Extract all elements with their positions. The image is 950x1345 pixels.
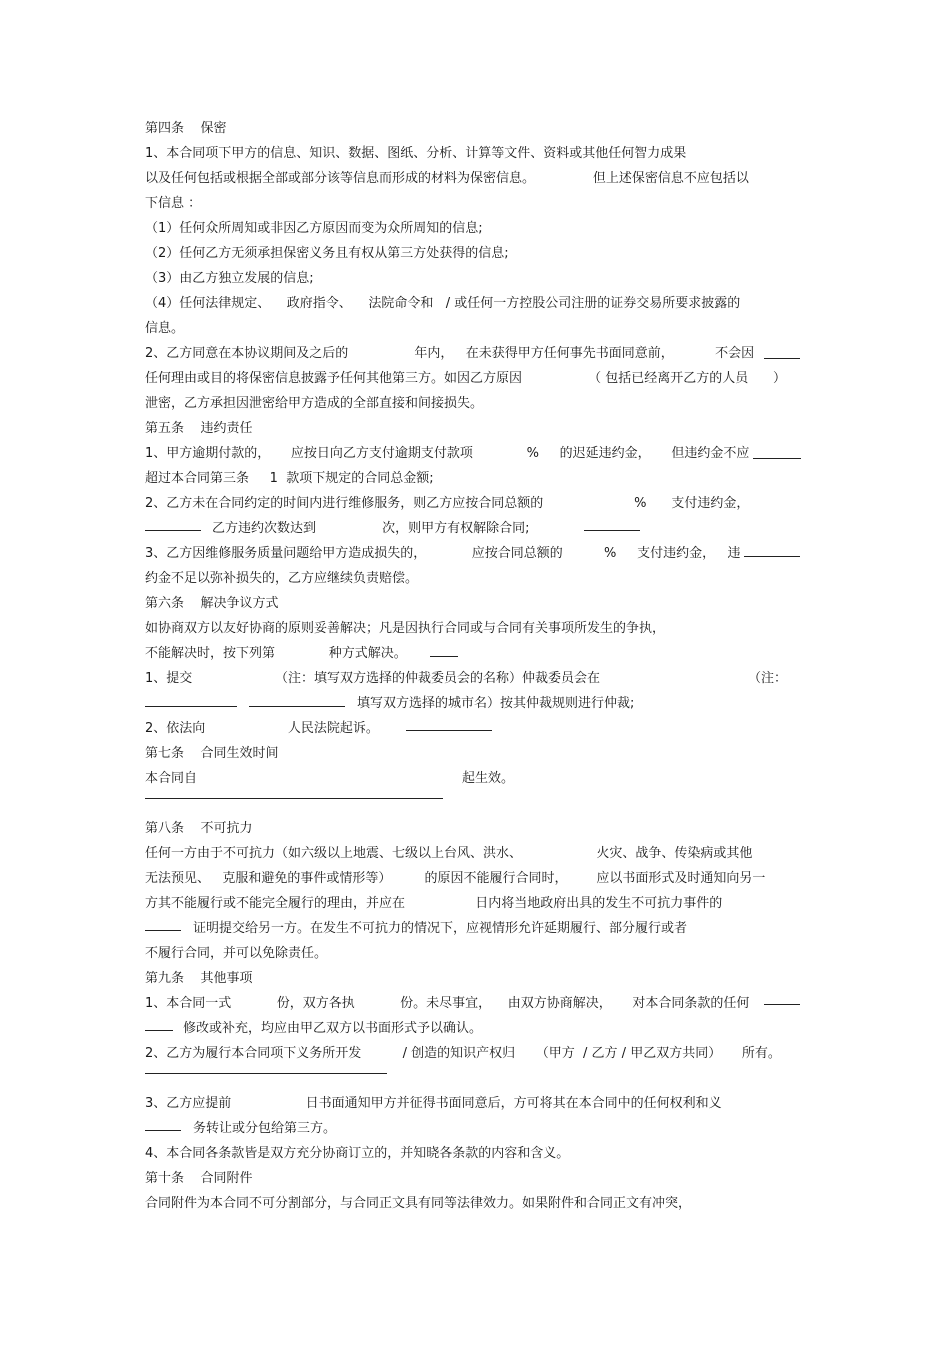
- article-6-line-3c: （注：: [748, 671, 788, 686]
- article-9-line-6: 4、本合同各条款皆是双方充分协商订立的，并知晓各条款的内容和含义。: [145, 1146, 570, 1161]
- article-5-line-1: 1、甲方逾期付款的， 应按日向乙方支付逾期支付款项 % 的迟延违约金， 但违约金不应: [145, 446, 750, 461]
- article-4-heading: 第四条 保密: [145, 121, 227, 136]
- article-5-line-4: 乙方违约次数达到 次，则甲方有权解除合同;: [212, 521, 530, 536]
- article-7-line-1a: 本合同自: [145, 771, 198, 786]
- article-4-line-1: 1、本合同项下甲方的信息、知识、数据、图纸、分析、计算等文件、资料或其他任何智力成果: [145, 146, 687, 161]
- article-6-line-3b: （注：填写双方选择的仲裁委员会的名称）仲裁委员会在: [275, 671, 601, 686]
- article-8-line-4: 证明提交给另一方。在发生不可抗力的情况下，应视情形允许延期履行、部分履行或者: [193, 921, 688, 936]
- article-8-line-3: 方其不能履行或不能完全履行的理由，并应在 日内将当地政府出具的发生不可抗力事件的: [145, 896, 723, 911]
- article-8-line-2: 无法预见、 克服和避免的事件或情形等） 的原因不能履行合同时， 应以书面形式及时通知向另一: [145, 871, 766, 886]
- article-6-line-1: 如协商双方以友好协商的原则妥善解决；凡是因执行合同或与合同有关事项所发生的争执，: [145, 621, 666, 636]
- blank-underline: [764, 1004, 800, 1005]
- blank-underline: [430, 656, 458, 657]
- blank-underline: [753, 458, 801, 459]
- blank-underline: [145, 798, 443, 799]
- article-6-line-2: 不能解决时，按下列第 种方式解决。: [145, 646, 407, 661]
- article-10-heading: 第十条 合同附件: [145, 1171, 253, 1186]
- article-5-line-5: 3、乙方因维修服务质量问题给甲方造成损失的， 应按合同总额的 % 支付违约金， 违: [145, 546, 741, 561]
- article-8-heading: 第八条 不可抗力: [145, 821, 253, 836]
- blank-underline: [145, 1030, 173, 1031]
- article-9-line-4: 3、乙方应提前 日书面通知甲方并征得书面同意后，方可将其在本合同中的任何权利和义: [145, 1096, 722, 1111]
- article-4-line-8: 信息。: [145, 321, 185, 336]
- article-5-line-2: 超过本合同第三条 1 款项下规定的合同总金额;: [145, 471, 434, 486]
- article-7-heading: 第七条 合同生效时间: [145, 746, 279, 761]
- article-4-line-6: （3）由乙方独立发展的信息;: [145, 271, 314, 286]
- article-7-line-1b: 起生效。: [462, 771, 515, 786]
- article-9-heading: 第九条 其他事项: [145, 971, 253, 986]
- article-4-line-3: 下信息 ：: [145, 196, 202, 211]
- article-10-line-1: 合同附件为本合同不可分割部分，与合同正文具有同等法律效力。如果附件和合同正文有冲突，: [145, 1196, 692, 1211]
- blank-underline: [406, 730, 492, 731]
- article-6-heading: 第六条 解决争议方式: [145, 596, 279, 611]
- article-4-line-9: 2、乙方同意在本协议期间及之后的 年内， 在未获得甲方任何事先书面同意前， 不会因: [145, 346, 755, 361]
- blank-underline: [249, 706, 345, 707]
- blank-underline: [145, 530, 201, 531]
- article-9-line-2: 修改或补充，均应由甲乙双方以书面形式予以确认。: [183, 1021, 483, 1036]
- article-9-line-3: 2、乙方为履行本合同项下义务所开发 / 创造的知识产权归 （甲方 / 乙方 / 甲乙双方共同） 所有。: [145, 1046, 781, 1061]
- article-8-line-5: 不履行合同，并可以免除责任。: [145, 946, 328, 961]
- article-6-line-5: 2、依法向 人民法院起诉。: [145, 721, 379, 736]
- article-4-line-2: 以及任何包括或根据全部或部分该等信息而形成的材料为保密信息。 但上述保密信息不应包括以: [145, 171, 749, 186]
- article-5-heading: 第五条 违约责任: [145, 421, 253, 436]
- article-4-line-7: （4）任何法律规定、 政府指令、 法院命令和 / 或任何一方控股公司注册的证券交易所要求披露的: [145, 296, 741, 311]
- article-5-line-3: 2、乙方未在合同约定的时间内进行维修服务，则乙方应按合同总额的 % 支付违约金，: [145, 496, 750, 511]
- article-6-line-3a: 1、提交: [145, 671, 193, 686]
- article-9-line-1: 1、本合同一式 份，双方各执 份。未尽事宜， 由双方协商解决， 对本合同条款的任何: [145, 996, 750, 1011]
- article-4-line-4: （1）任何众所周知或非因乙方原因而变为众所周知的信息;: [145, 221, 483, 236]
- blank-underline: [145, 1073, 387, 1074]
- article-8-line-1: 任何一方由于不可抗力（如六级以上地震、七级以上台风、洪水、 火灾、战争、传染病或其他: [145, 846, 753, 861]
- article-4-line-11: 泄密，乙方承担因泄密给甲方造成的全部直接和间接损失。: [145, 396, 484, 411]
- blank-underline: [744, 556, 800, 557]
- blank-underline: [764, 358, 800, 359]
- article-6-line-4: 填写双方选择的城市名）按其仲裁规则进行仲裁;: [357, 696, 635, 711]
- blank-underline: [145, 706, 237, 707]
- article-4-line-5: （2）任何乙方无须承担保密义务且有权从第三方处获得的信息;: [145, 246, 509, 261]
- blank-underline: [145, 930, 181, 931]
- blank-underline: [584, 530, 640, 531]
- article-5-line-6: 约金不足以弥补损失的，乙方应继续负责赔偿。: [145, 571, 419, 586]
- blank-underline: [145, 1130, 181, 1131]
- article-4-line-10: 任何理由或目的将保密信息披露予任何其他第三方。如因乙方原因 （ 包括已经离开乙方的人员 ）: [145, 371, 787, 386]
- article-9-line-5: 务转让或分包给第三方。: [193, 1121, 337, 1136]
